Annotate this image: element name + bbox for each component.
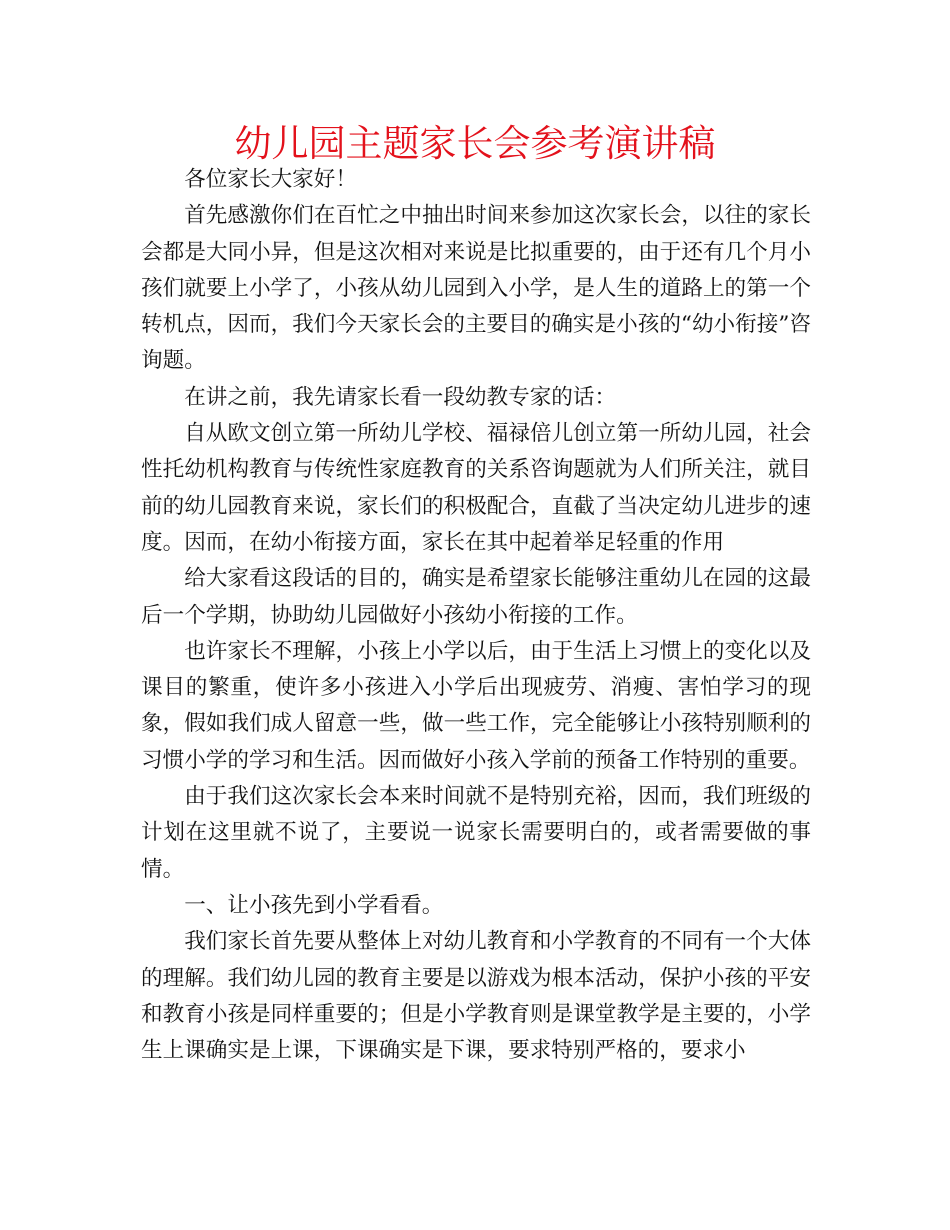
document-body: [141, 162, 811, 1069]
paragraph-expert-quote: 自从欧文创立第一所幼儿学校、福禄倍儿创立第一所幼儿园，社会性托幼机构教育与传统性家庭教育的关系咨询题就为人们所关注，就目前的幼儿园教育来说，家长们的积极配合，直截了当决定幼儿进步的速度。因而，在幼小衔接方面，家长在其中起着举足轻重的作用: [141, 421, 811, 555]
paragraph-time-note: 由于我们这次家长会本来时间就不是特别充裕，因而，我们班级的计划在这里就不说了，主要说一说家长需要明白的，或者需要做的事情。: [141, 784, 811, 882]
section-heading-1: 一、让小孩先到小学看看。: [184, 892, 444, 918]
paragraph-comparison: 我们家长首先要从整体上对幼儿教育和小学教育的不同有一个大体的理解。我们幼儿园的教育主要是以游戏为根本活动，保护小孩的平安和教育小孩是同样重要的；但是小学教育则是课堂教学是主要的，小学生上课确实是上课，下课确实是下课，要求特别严格的，要求小: [141, 929, 811, 1064]
paragraph-adaptation: 也许家长不理解，小孩上小学以后，由于生活上习惯上的变化以及课目的繁重，使许多小孩进入小学后出现疲劳、消瘦、害怕学习的现象，假如我们成人留意一些，做一些工作，完全能够让小孩特别顺利的习惯小学的学习和生活。因而做好小孩入学前的预备工作特别的重要。: [141, 638, 811, 773]
paragraph-purpose: 给大家看这段话的目的，确实是希望家长能够注重幼儿在园的这最后一个学期，协助幼儿园做好小孩幼小衔接的工作。: [141, 566, 811, 628]
paragraph-intro: 首先感激你们在百忙之中抽出时间来参加这次家长会，以往的家长会都是大同小异，但是这次相对来说是比拟重要的，由于还有几个月小孩们就要上小学了，小孩从幼儿园到入小学，是人生的道路上的第一个转机点，因而，我们今天家长会的主要目的确实是小孩的“幼小衔接”咨询题。: [141, 203, 811, 374]
paragraph-expert-lead: 在讲之前，我先请家长看一段幼教专家的话：: [184, 384, 617, 410]
paragraph-greeting: 各位家长大家好！: [184, 167, 357, 192]
document-title: 幼儿园主题家长会参考演讲稿: [234, 122, 716, 165]
